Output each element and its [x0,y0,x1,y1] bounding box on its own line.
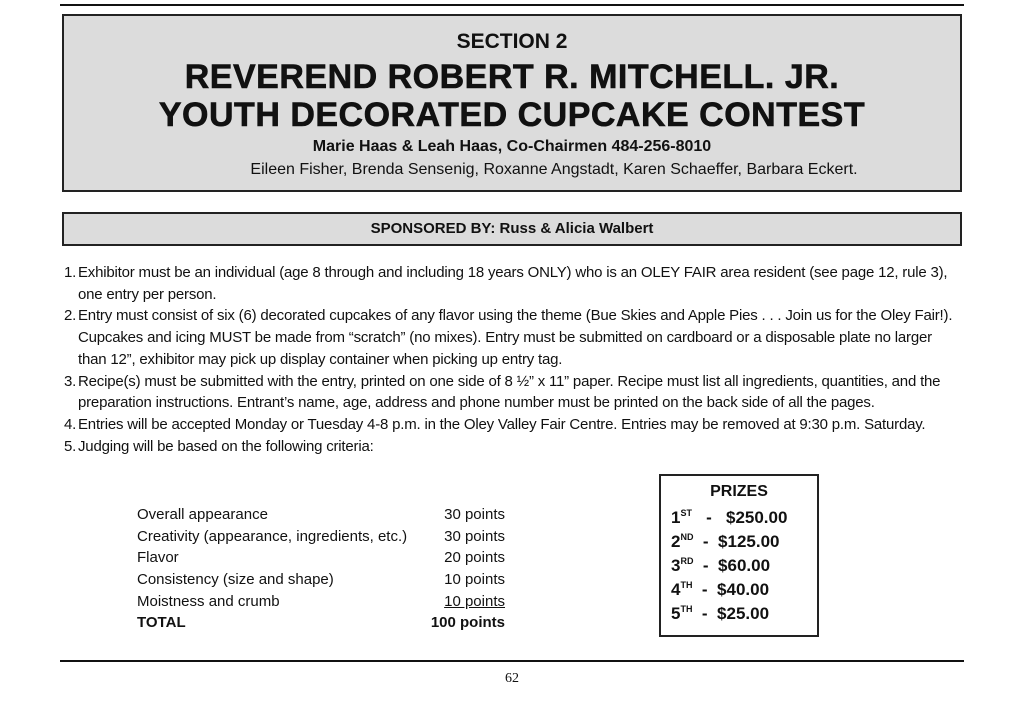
rule-text: Entries will be accepted Monday or Tuesday 4-8 p.m. in the Oley Valley Fair Centre. Entries may be removed at 9:30 p.m. Saturday. [78,415,926,433]
prizes-box [659,474,819,637]
rule-item [64,414,964,436]
rule-number: 3. [64,372,77,390]
criteria-name: Creativity (appearance, ingredients, etc.) [137,527,408,545]
criteria-points: 30 points [444,506,505,523]
prize-amount: $125.00 [718,532,780,551]
criteria-row [137,547,505,569]
rule-text: Exhibitor must be an individual (age 8 through and including 18 years ONLY) who is an OLEY FAIR area resident (see page 12, rule 3), one entry per person. [78,264,948,303]
total-points: 100 points [430,614,505,632]
criteria-row [137,591,505,613]
contest-title-line2: YOUTH DECORATED CUPCAKE CONTEST [158,96,866,134]
prize-row [671,508,787,528]
criteria-points: 10 points [444,571,505,589]
prize-row [671,580,769,600]
criteria-name: Moistness and crumb [137,592,280,610]
rule-item [64,371,964,414]
prize-dash: - [693,556,719,575]
committee-line: Eileen Fisher, Brenda Sensenig, Roxanne Angstadt, Karen Schaeffer, Barbara Eckert. [250,161,858,178]
criteria-name: Consistency (size and shape) [137,571,334,589]
prize-place: 4 [671,580,681,599]
prize-dash: - [692,580,718,599]
rule-item [64,436,964,458]
prize-place-suffix: RD [680,556,694,566]
prize-amount: $60.00 [718,556,771,575]
rule-text: Entry must consist of six (6) decorated cupcakes of any flavor using the theme (Bue Skies and Apple Pies . . . Join us for the Oley Fair!). Cupcakes and icing MUST be made from “scratch” (no mixes). Entry must be submitted on cardboard or a disposable plate no larger than 12”, exhibitor may pick up display container when picking up entry tag. [78,307,953,368]
prize-dash: - [693,532,719,551]
prize-place-suffix: ST [680,508,692,518]
prize-amount: $250.00 [725,508,788,527]
prize-dash: - [692,604,718,623]
criteria-row [137,526,505,548]
criteria-points: 20 points [444,549,505,567]
page-number: 62 [505,671,519,686]
criteria-row [137,569,505,591]
rule-text: Judging will be based on the following criteria: [78,437,374,455]
section-label: SECTION 2 [456,30,568,53]
section-header [62,14,962,192]
contest-title-line1: REVEREND ROBERT R. MITCHELL. JR. [184,58,840,96]
judging-criteria-table [137,504,505,634]
rule-item [64,305,964,370]
total-label: TOTAL [137,614,186,632]
criteria-points: 30 points [444,527,505,545]
top-rule [60,4,964,6]
prize-amount: $40.00 [717,580,770,599]
rule-number: 5. [64,437,77,455]
prize-place-suffix: ND [680,532,694,542]
criteria-points: 10 points [444,592,505,610]
prize-row [671,604,769,624]
sponsor-banner: SPONSORED BY: Russ & Alicia Walbert [62,212,962,246]
prize-place-suffix: TH [680,580,693,590]
rule-item [64,262,964,305]
prizes-title: PRIZES [710,483,768,500]
prize-place: 5 [671,604,681,623]
prize-place: 2 [671,532,681,551]
prize-place-suffix: TH [680,604,693,614]
prize-place: 3 [671,556,681,575]
chairmen-line: Marie Haas & Leah Haas, Co-Chairmen 484-256-8010 [312,138,712,155]
prize-row [671,556,770,576]
rule-number: 4. [64,415,77,433]
criteria-total-row [137,612,505,634]
criteria-name: Overall appearance [137,506,268,523]
prize-row [671,532,779,552]
prize-dash: - [691,508,726,527]
prize-place: 1 [671,508,681,527]
bottom-rule [60,660,964,662]
prize-amount: $25.00 [717,604,770,623]
rule-text: Recipe(s) must be submitted with the entry, printed on one side of 8 ½” x 11” paper. Recipe must list all ingredients, quantities, and the preparation instructions. Entrant’s name, age, address and phone number must be printed on the back side of all the pages. [78,372,941,412]
criteria-row [137,504,505,526]
rule-number: 1. [64,264,77,281]
criteria-name: Flavor [137,549,179,567]
rules-list [64,262,964,457]
rule-number: 2. [64,307,77,325]
